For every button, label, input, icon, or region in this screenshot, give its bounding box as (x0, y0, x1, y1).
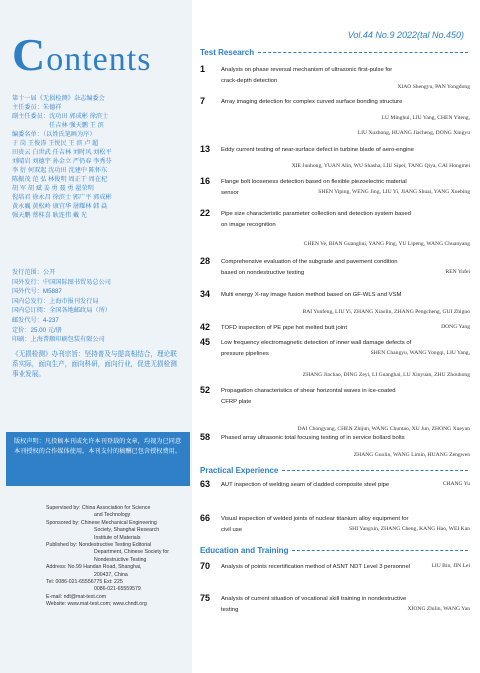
board-line: 编委名单：（以姓氏笔画为序） (12, 131, 96, 138)
article-title (221, 145, 466, 156)
publisher-info-line: Department, Chinese Society for (94, 549, 169, 556)
board-line: 强天鹏 蔡桂喜 耿连伟 戴 光 (12, 212, 87, 219)
article-authors: REN Yufei (445, 268, 470, 275)
page-number: 16 (200, 176, 211, 186)
article-title (221, 338, 466, 359)
logo-initial: C (12, 29, 47, 80)
board-line: 任吉林 强天鹏 王 滨 (12, 122, 104, 129)
section-title: Practical Experience (200, 465, 279, 475)
title-line: CFRP plate (221, 398, 252, 405)
publisher-info-line: Published by: Nondestructive Testing Editorial (46, 542, 152, 549)
title-line: Analysis of points recertification method of ASNT NDT Level 3 personnel (221, 564, 411, 570)
article-title (221, 257, 466, 278)
journal-motto: 《无损检测》办刊宗旨：坚持普及与提高相结合，理论联系实际，面向生产，面向科研，面向行业，促进无损检测事业发展。 (12, 351, 177, 378)
publisher-info-line: 0086-021-65559579 (94, 586, 141, 593)
page-number: 22 (200, 208, 211, 218)
article-authors: BAI Yunfeng, LIU Yi, ZHANG Xiaolin, ZHANG Pengcheng, GUI Zhiguo (302, 309, 470, 315)
article-authors: XIE Junhong, YUAN Alin, WU Shasha, LIU Sipei, TANG Qiya, CAI Hongmei (291, 163, 470, 169)
article-authors: SHI Yangxin, ZHANG Cheng, KANG Hao, WEI Kan (349, 525, 470, 532)
title-line: on image recognition (221, 221, 276, 228)
title-line: Pipe size characteristic parameter collection and detection system based (221, 211, 411, 217)
page-number: 1 (200, 64, 206, 74)
title-line: Analysis of current situation of vocational skill training in nondestructive (221, 596, 407, 602)
title-line: TOFD inspection of PE pipe hot melted butt joint (221, 325, 347, 331)
copyright-notice: 版权声明：凡投稿本刊或允许本刊登载的文章，均视为已同意本刊授权的合作媒体使用。本刊支付的稿酬已包含授权费用。 (6, 432, 190, 486)
section-divider (282, 470, 468, 471)
publisher-info-line: Address: No.99 Handan Road, Shanghai, (46, 564, 142, 571)
title-line: pressure pipelines (221, 350, 269, 357)
section-test-research (200, 46, 468, 58)
article-title (221, 97, 466, 108)
pub-line: 国外代号：M5887 (12, 288, 62, 296)
article-authors: CHANG Yu (442, 481, 470, 487)
title-line: AUT inspection of welding seam of cladded composite steel pipe (221, 482, 390, 488)
article-title (221, 514, 466, 535)
publisher-info-line: Tel: 0086-021-65556775 Ext: 225 (46, 579, 123, 586)
section-practical-experience (200, 464, 468, 476)
publisher-info-line: 200437, China (94, 571, 128, 578)
section-divider (292, 550, 468, 551)
article-authors: DAI Chongyang, CHEN Zhijun, WANG Chuntao, XU Jun, ZHONG Xueyan (297, 426, 470, 432)
publisher-info-line: Supervised by: China Association for Science (46, 505, 151, 511)
page-number: 42 (200, 322, 211, 332)
publisher-info-line: Institute of Materials (94, 534, 141, 541)
logo-rest: ontents (46, 41, 152, 78)
pub-line: 国内总订阅：全国各地邮政局（所） (12, 307, 111, 315)
title-line: civil use (221, 526, 242, 533)
board-line: 第十一届《无损检测》杂志编委会 (12, 95, 105, 102)
article-authors: CHEN Ye, BIAN Guanghui, YANG Ping, YU Lipeng, WANG Chuanyang (303, 241, 470, 247)
article-authors: ZHANG Guolin, WANG Limin, HUANG Zengwen (353, 452, 470, 458)
publisher-info-line: Sponsored by: Chinese Mechanical Engineering (46, 519, 157, 526)
article-authors: DONG Yang (441, 324, 470, 330)
article-authors: SHEN Changyu, WANG Yongqi, LIU Yang, (370, 349, 470, 356)
page-number: 75 (200, 593, 211, 603)
publisher-info-line: Website: www.mat-test.com; www.chndt.org (46, 601, 147, 608)
title-line: testing (221, 606, 239, 613)
title-line: crack-depth detection (221, 77, 278, 84)
page-number: 66 (200, 513, 211, 523)
page-number: 7 (200, 96, 206, 106)
article-title (221, 594, 466, 615)
section-education-training (200, 544, 468, 556)
publication-info (12, 268, 188, 345)
board-line: 副主任委员：沈功田 郭成彬 徐滨士 (12, 113, 109, 120)
page-number: 45 (200, 337, 211, 347)
title-line: Analysis on phase reversal mechanism of ultrasonic first-pulse for (221, 67, 393, 73)
contents-logo (12, 28, 151, 81)
pub-line: 国内总发行：上海市报刊发行局 (12, 297, 99, 305)
article-authors: XIAO Shengyu, PAN Yongdong (397, 84, 470, 90)
board-line: 田贵云 白世武 任吉林 刘时风 刘松平 (12, 149, 112, 156)
page-number: 52 (200, 385, 211, 395)
pub-line: 印刷：上海普顺印刷包装有限公司 (12, 336, 105, 344)
author-line: ZHANG Jinchao, DING Zeyi, LI Guanghai, LU Xinyuan, ZHU Zhouhong (302, 372, 470, 378)
page-number: 63 (200, 479, 211, 489)
section-title: Education and Training (200, 545, 289, 555)
section-title: Test Research (200, 47, 255, 57)
article-authors: XIONG Zhilin, WANG Yan (407, 605, 470, 612)
article-title (221, 65, 466, 86)
article-title (221, 433, 466, 444)
title-line: Propagation characteristics of shear horizontal waves in ice-coated (221, 388, 396, 394)
publisher-info-line: and Technology (94, 512, 131, 519)
title-line: Array imaging detection for complex curved surface bonding structure (221, 99, 403, 105)
title-line: Low frequency electromagnetic detection of inner wall damage defects of (221, 340, 412, 346)
board-line: 主任委员：朱德祥 (12, 104, 62, 111)
pub-line: 国外发行：中国国际图书贸易总公司 (12, 278, 111, 286)
editorial-board (12, 94, 188, 220)
board-line: 倪培君 徐永昌 徐滨士 郭广平 郭成彬 (12, 194, 112, 201)
article-authors: LIU Bin, JIN Lei (431, 563, 470, 569)
article-authors: SHEN Yiping, WENG Jing, LIU Yi, JIANG Shuai, YANG Xuebing (318, 188, 470, 195)
page-number: 58 (200, 432, 211, 442)
pub-line: 邮发代号：4-237 (12, 316, 59, 324)
title-line: Visual inspection of welded joints of nuclear titanium alloy equipment for (221, 516, 409, 522)
english-publisher-info (46, 505, 190, 609)
board-line: 胡 军 胡 斌 姜 勇 聂 勇 翟荣明 (12, 185, 94, 192)
pub-line: 发行范围：公开 (12, 269, 56, 276)
article-title (221, 209, 466, 230)
title-line: Phased array ultrasonic total focusing testing of in service bollard bolts (221, 435, 405, 441)
title-line: based on nondestructive testing (221, 269, 305, 276)
board-line: 于 岗 王俊涛 王悦民 王 滨 卢 超 (12, 140, 99, 147)
publisher-info-line: Nondestructive Testing (94, 556, 147, 563)
board-line: 刘晴岩 刘德宇 孙金立 严仍春 李秀芬 (12, 158, 112, 165)
publisher-info-line: E-mail: ndt@mat-test.com (46, 593, 107, 600)
article-authors: LU Minghui, LIU Yang, CHEN Yiteng, (381, 115, 470, 121)
board-line: 陈振茂 范 弘 林俊明 周正干 周在杞 (12, 176, 108, 183)
publisher-info-line: Society, Shanghai Research (94, 527, 160, 534)
title-line: Eddy current testing of near-surface defect in turbine blade of aero-engine (221, 147, 414, 153)
page-number: 28 (200, 256, 211, 266)
title-line: Flange bolt looseness detection based on flexible piezoelectric material (221, 179, 407, 185)
title-line: sensor (221, 189, 239, 196)
pub-line: 定价：25.00 元/册 (12, 326, 62, 334)
section-divider (258, 52, 468, 53)
board-line: 李 衍 何双起 沈功田 沈建中 陈怀东 (12, 167, 108, 174)
title-line: Multi energy X-ray image fusion method based on GF-WLS and VSM (221, 292, 402, 298)
page-number: 70 (200, 561, 211, 571)
page-number: 13 (200, 144, 211, 154)
board-line: 黄永巍 黄松岭 康宜华 屠耀林 韩 焱 (12, 203, 108, 210)
issue-label: Vol.44 No.9 2022(tal No.450) (347, 30, 464, 40)
page-number: 34 (200, 289, 211, 299)
author-line: LIU Xuzhong, HUANG Jiacheng, DONG Xingyu (357, 130, 470, 136)
title-line: Comprehensive evaluation of the subgrade and pavement condition (221, 259, 398, 265)
article-title (221, 386, 466, 407)
article-title (221, 177, 466, 198)
article-title (221, 290, 466, 301)
